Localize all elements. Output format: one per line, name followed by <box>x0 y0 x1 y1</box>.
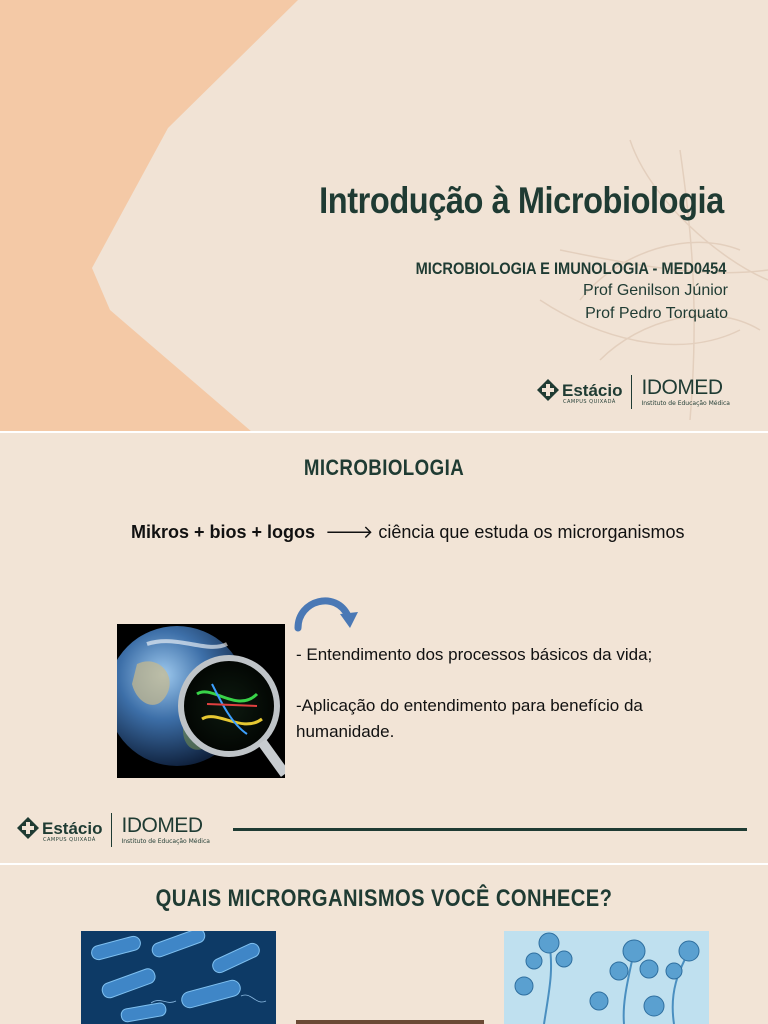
bacteria-image <box>81 931 276 1024</box>
slide-separator <box>0 431 768 433</box>
estacio-logo-icon <box>537 379 559 401</box>
curved-arrow-icon <box>292 590 364 634</box>
slide-separator <box>0 863 768 865</box>
professor-name: Prof Genilson Júnior <box>583 282 728 299</box>
idomed-tagline: Instituto de Educação Médica <box>121 838 210 845</box>
estacio-wordmark: Estácio <box>42 818 103 838</box>
logo-divider <box>111 813 112 847</box>
bullet-point: -Aplicação do entendimento para benefício da humanidade. <box>296 696 643 741</box>
footer-rule <box>233 828 747 831</box>
definition-text <box>131 522 685 543</box>
estacio-wordmark: Estácio <box>562 380 623 400</box>
title-slide <box>0 0 768 432</box>
slide-title: Introdução à Microbiologia <box>319 180 724 221</box>
definition-rest: ciência que estuda os microrganismos <box>373 522 685 542</box>
earth-magnifier-image <box>117 624 285 778</box>
campus-label: CAMPUS QUIXADÁ <box>43 837 96 843</box>
idomed-tagline: Instituto de Educação Médica <box>641 400 730 407</box>
etymology: Mikros + bios + logos <box>131 522 316 542</box>
slide-heading: QUAIS MICRORGANISMOS VOCÊ CONHECE? <box>155 885 613 912</box>
estacio-idomed-logo <box>537 375 730 409</box>
campus-label: CAMPUS QUIXADÁ <box>563 399 616 405</box>
slide-heading: MICROBIOLOGIA <box>303 455 465 480</box>
right-arrow-icon: 🡒 <box>320 522 374 542</box>
idomed-wordmark: IDOMED <box>121 814 203 837</box>
professor-name: Prof Pedro Torquato <box>585 305 728 322</box>
estacio-logo-icon <box>17 817 39 839</box>
bullet-point: - Entendimento dos processos básicos da vida; <box>296 645 653 664</box>
fungi-image <box>504 931 709 1024</box>
course-name: MICROBIOLOGIA E IMUNOLOGIA - MED0454 <box>415 259 726 278</box>
estacio-idomed-logo <box>17 813 210 847</box>
idomed-wordmark: IDOMED <box>641 376 723 399</box>
logo-divider <box>631 375 632 409</box>
microorganism-image <box>296 1020 484 1024</box>
